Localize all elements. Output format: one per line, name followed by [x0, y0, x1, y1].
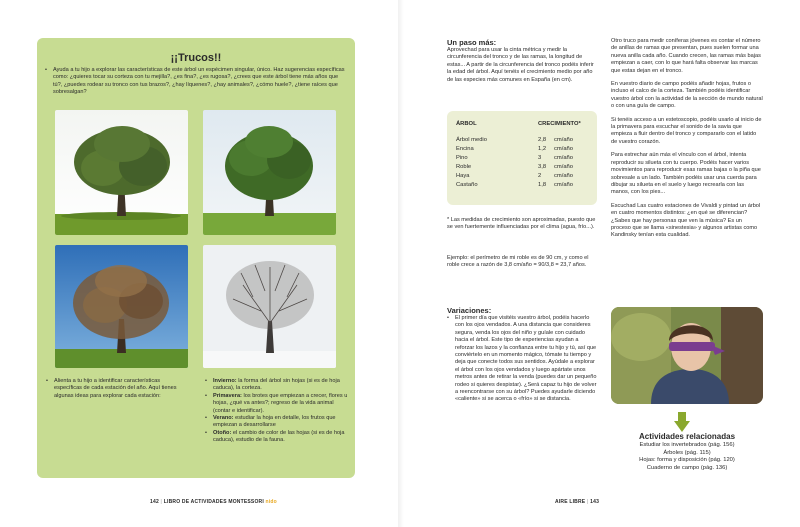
- tips-bottom-left: [46, 378, 186, 400]
- page-number: 143: [590, 499, 600, 505]
- season-item-autumn: [205, 430, 350, 445]
- bullet: •: [205, 392, 207, 399]
- paragraph: En vuestro diario de campo podéis añadir hojas, frutos o incluso el calco de la corteza. También podéis identificar vuestro árbol con la actividad de la sección de mundo natural o con una guía de campo.: [611, 81, 763, 110]
- growth-value: 1,8: [538, 182, 547, 188]
- table-row: [456, 137, 591, 145]
- variations-title: Variaciones:: [447, 306, 492, 315]
- growth-value: 3,8: [538, 164, 547, 170]
- tree-name: Castaño: [456, 182, 478, 188]
- page-gutter: [398, 0, 404, 527]
- table-row: [456, 182, 591, 190]
- right-column: [611, 38, 763, 246]
- growth-table: [447, 111, 597, 205]
- growth-unit: cm/año: [554, 137, 574, 143]
- season-text: la forma del árbol sin hojas (si es de hoja caduca), la corteza.: [213, 378, 340, 392]
- table-row: [456, 164, 591, 172]
- season-text: estudiar la hoja en detalle, los frutos que empiezan a desarrollarse: [213, 415, 336, 429]
- season-name: Verano:: [213, 415, 234, 422]
- seasons-list: [205, 378, 350, 445]
- growth-unit: cm/año: [554, 182, 574, 188]
- tree-name: Encina: [456, 146, 474, 152]
- related-item: Hojas: forma y disposición (pág. 120): [639, 457, 735, 464]
- season-item-spring: [205, 393, 350, 415]
- growth-value: 2,8: [538, 137, 547, 143]
- example-text: Ejemplo: el perímetro de mi roble es de 90 cm, y como el roble crece a razón de 3,8 cm/año = 90/3,8 = 23,7 años.: [447, 255, 589, 269]
- variations-section: [447, 306, 597, 404]
- bullet: •: [205, 429, 207, 436]
- growth-value: 2: [538, 173, 542, 179]
- growth-value: 3: [538, 155, 542, 161]
- winter-tree-image: [203, 245, 336, 368]
- header-growth: CRECIMIENTO*: [538, 121, 581, 127]
- variations-body: [447, 315, 597, 404]
- footer-title: LIBRO DE ACTIVIDADES MONTESSORI: [163, 499, 264, 505]
- left-footer: 142 | LIBRO DE ACTIVIDADES MONTESSORI nido: [150, 499, 277, 505]
- footer-brand: nido: [265, 499, 277, 505]
- paragraph: Para estrechar aún más el vínculo con el árbol, intenta reproducir su silueta con tu cuerpo. Podéis hacer varios movimientos para reproducir esas ramas bajas o la piña que sobresale a un lado. También podéis usar una cuerda para dibujar su silueta en el suelo y luego recrearla con las manos, con los pies...: [611, 152, 761, 196]
- table-row: [456, 155, 591, 163]
- tips-bottom-left-text: Alienta a tu hijo a identificar características específicas de cada estación del año. Aquí tienes algunas ideas para explorar cada estación:: [54, 378, 177, 399]
- tips-box: [37, 38, 355, 478]
- season-item-winter: [205, 378, 350, 393]
- season-name: Invierno:: [213, 378, 237, 384]
- summer-tree-image: [55, 110, 188, 235]
- bullet: •: [205, 378, 207, 384]
- paragraph: Otro truco para medir coníferas jóvenes es contar el número de anillas de ramas que presentan, pues suelen formar una nueva anilla cada año. Cuando crecen, las ramas más bajas empiezan a caer, con lo que hará falta observar las marcas que estas dejan en el tronco.: [611, 38, 761, 74]
- growth-unit: cm/año: [554, 146, 574, 152]
- related-activities: [611, 432, 763, 472]
- page-number: 142: [150, 499, 159, 505]
- bullet: •: [447, 315, 449, 321]
- season-name: Primavera:: [213, 392, 242, 399]
- spring-tree-image: [203, 110, 336, 235]
- next-step-text: Aprovechad para usar la cinta métrica y medir la circunferencia del tronco y de las ramas, la longitud de estas... A partir de la circunferencia del tronco podéis inferir la edad del árbol. Aquí tenéis el crecimiento medio por año de las especies más comunes en España (en cm).: [447, 47, 594, 83]
- blindfolded-child-photo: [611, 307, 763, 404]
- next-step-section: [447, 38, 599, 84]
- right-footer: AIRE LIBRE | 143: [555, 499, 600, 505]
- season-text: el cambio de color de las hojas (si es de hoja caduca), estudio de la fauna.: [213, 429, 345, 444]
- related-title: Actividades relacionadas: [638, 432, 736, 441]
- tips-intro: [45, 67, 345, 97]
- table-row: [456, 173, 591, 181]
- table-note: * Las medidas de crecimiento son aproximadas, puesto que se ven fuertemente influenciadas por el clima (agua, frío...).: [447, 217, 596, 231]
- growth-unit: cm/año: [554, 173, 574, 179]
- footer-title: AIRE LIBRE: [555, 499, 586, 505]
- season-text: los brotes que empiezan a crecer, flores u hojas, ¿qué va antes?; regreso de la vida animal (contar e identificar).: [213, 392, 348, 414]
- arrow-down-icon: [674, 412, 690, 432]
- growth-unit: cm/año: [554, 164, 574, 170]
- season-name: Otoño:: [213, 429, 232, 436]
- table-row: [456, 146, 591, 154]
- bullet: •: [46, 378, 48, 384]
- tree-name: Roble: [456, 164, 472, 170]
- paragraph: Si tenéis acceso a un estetoscopio, podéis usarlo al inicio de la primavera para escuchar el sonido de la savia que empieza a fluir dentro del tronco y compararlo con el latido de vuestro corazón.: [611, 116, 762, 145]
- next-step-title: Un paso más:: [447, 38, 497, 47]
- related-item: Cuaderno de campo (pág. 136): [646, 464, 728, 471]
- variations-text: El primer día que visitéis vuestro árbol, podéis hacerlo con los ojos vendados. A una distancia que consideres segura, venda los ojos del niño y guíale con cuidado hacia el árbol. Este tipo de experiencias ayudan a reforzar los lazos y la confianza entre tu hijo y tú, así que conviértelo en un momento mágico, tómate tu tiempo y deja que conecte todos sus sentidos. Ayúdale a explorar el árbol con los ojos vendados y luego apártate unos metros antes de retirar la venda (puedes dar un pequeño rodeo si quieres despistar). ¿Será capaz tu hijo de volver a reencontrarse con su árbol? Puedes ayudarle diciendo «caliente» si se acerca o «frío» si se distancia.: [455, 315, 597, 403]
- season-item-summer: [205, 415, 350, 430]
- tree-name: Árbol medio: [456, 137, 487, 143]
- header-tree: ÁRBOL: [456, 121, 477, 127]
- bullet: •: [205, 415, 207, 422]
- growth-unit: cm/año: [554, 155, 574, 161]
- tips-intro-text: Ayuda a tu hijo a explorar las características de este árbol un espécimen singular, único. Haz sugerencias específicas como: ¿quieres tocar su corteza con tu mejilla?, ¿es fina?, ¿es rugosa?, ¿crees que este árbol tiene más años que tú?, ¿puedes rodear su tronco con tus brazos?, ¿hay líquenes?, ¿hay animales?, ¿cómo huele?, ¿tiene raíces que sobresalgan?: [53, 67, 345, 96]
- bullet: •: [45, 67, 47, 73]
- autumn-tree-image: [55, 245, 188, 368]
- growth-value: 1,2: [538, 146, 547, 152]
- related-item: Árboles (pág. 115): [663, 449, 711, 456]
- tips-title: ¡¡Trucos!!: [170, 52, 222, 64]
- tree-name: Pino: [456, 155, 468, 161]
- related-item: Estudiar los invertebrados (pág. 156): [639, 442, 735, 448]
- paragraph: Escuchad Las cuatro estaciones de Vivaldi y pintad un árbol en cuatro momentos distintos: ¿en qué se diferencian? ¿Sabes que hay personas que ven la música? Es un proceso que se llama «sinestesia» y algunos artistas como Kandinsky tenían esta cualidad.: [611, 202, 761, 239]
- tree-name: Haya: [456, 173, 470, 179]
